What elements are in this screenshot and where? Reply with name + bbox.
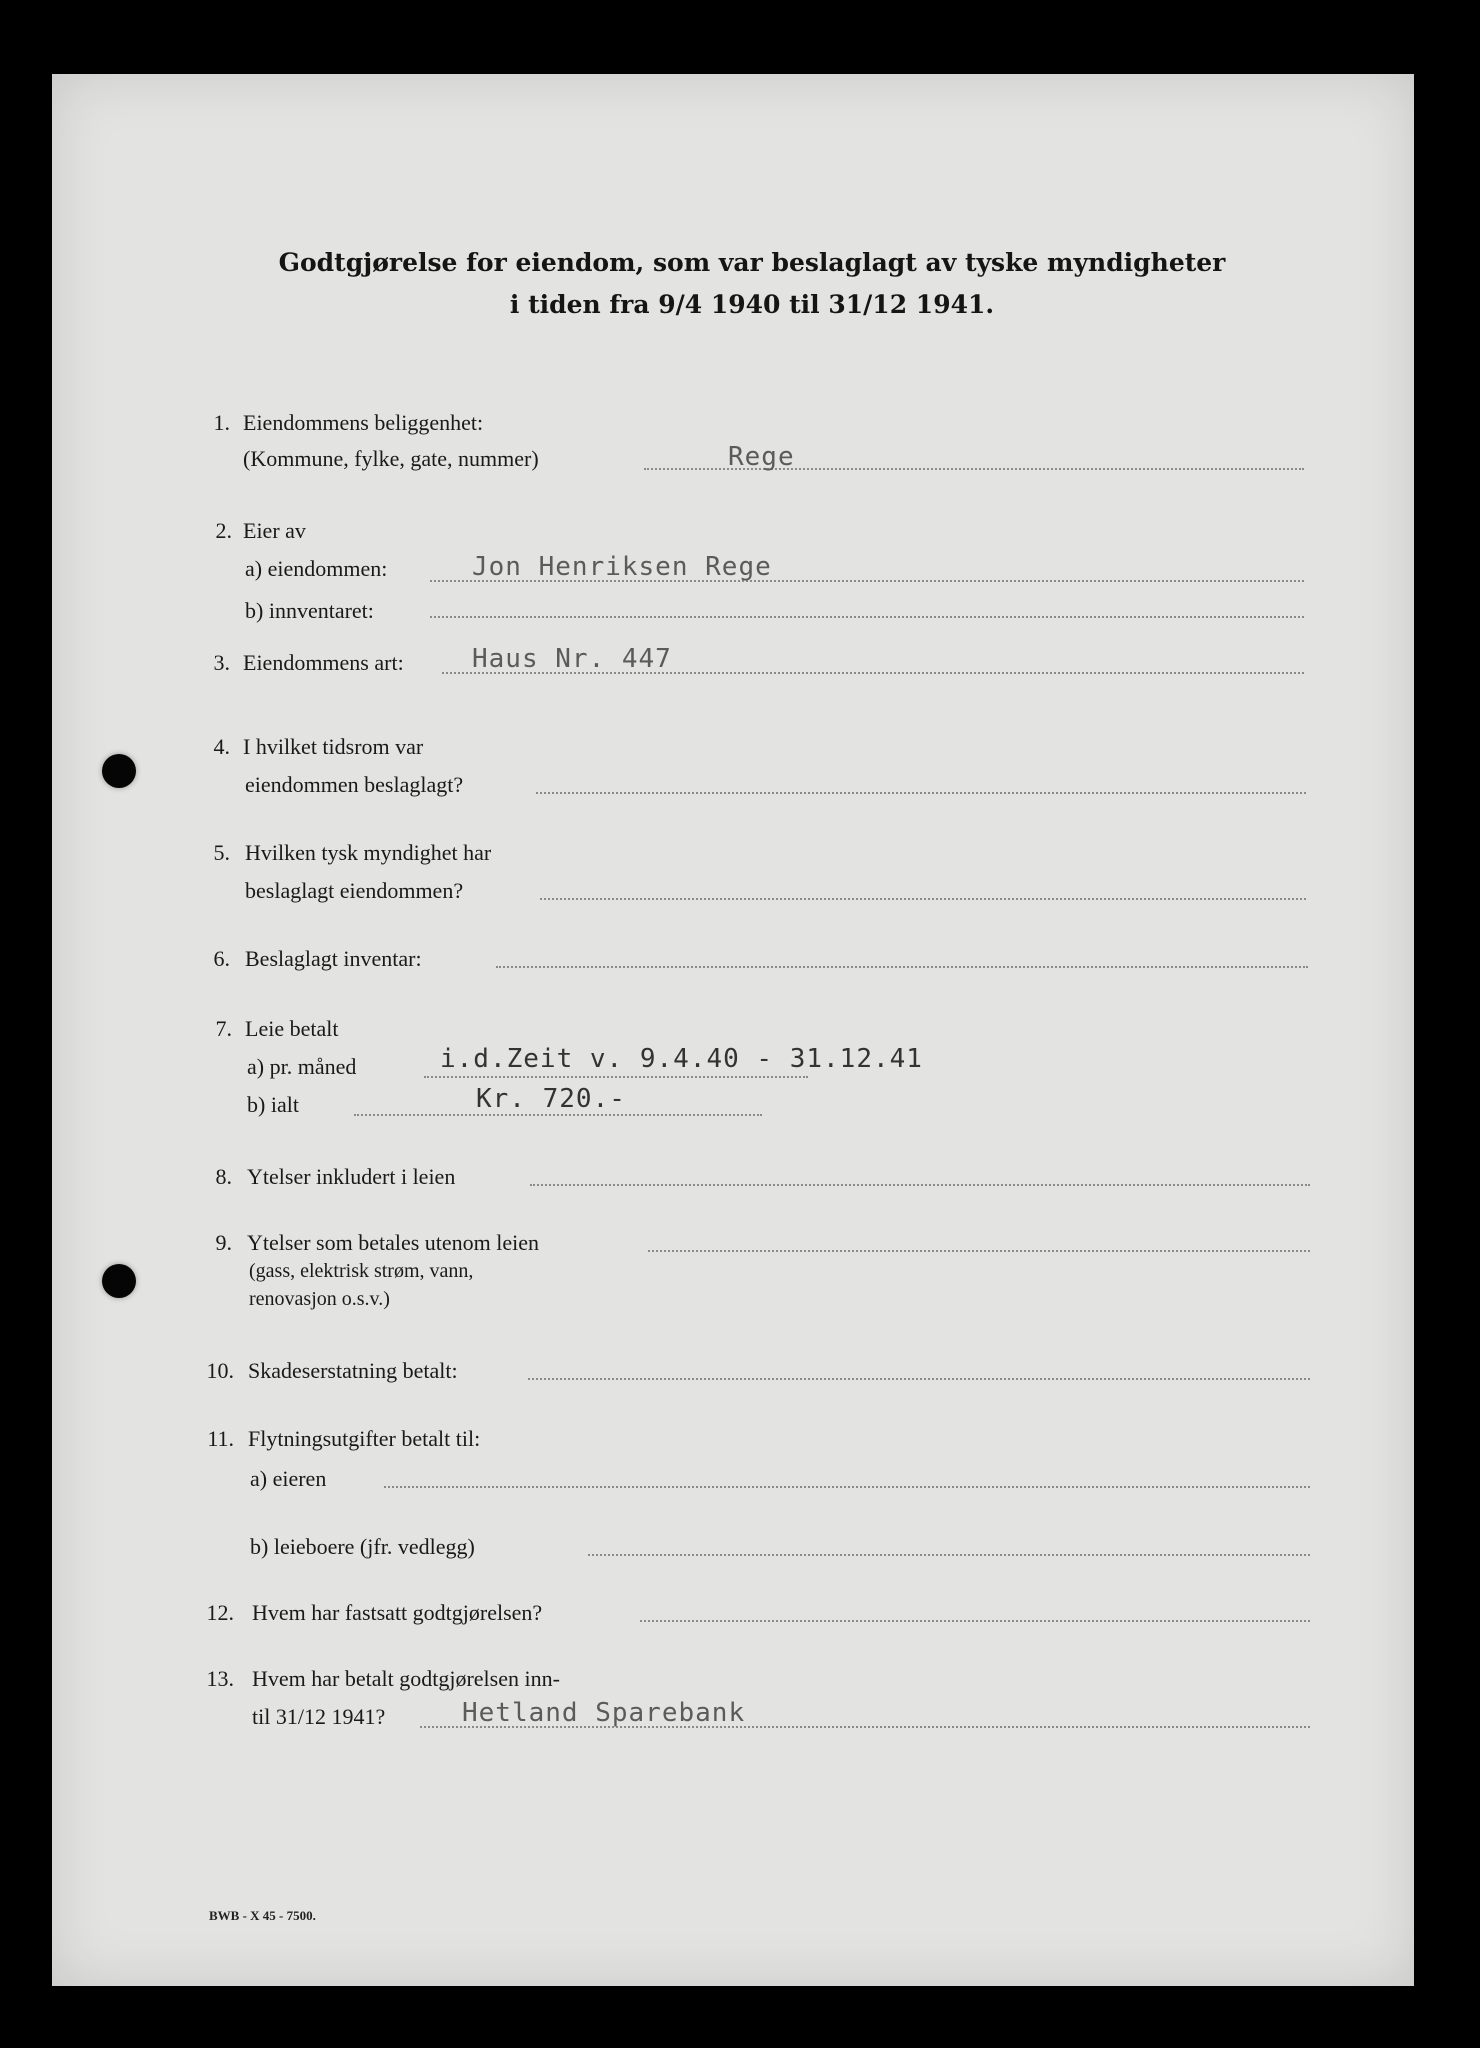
q7b-answer-line [354,1114,762,1116]
q5-answer-line [540,898,1306,900]
q11b-answer-line [588,1554,1310,1556]
q3-answer: Haus Nr. 447 [472,644,672,674]
q13-label: Hvem har betalt godtgjørelsen inn- [252,1666,560,1691]
q7a-answer: i.d.Zeit v. 9.4.40 - 31.12.41 [440,1044,923,1074]
q10-answer-line [528,1378,1310,1380]
form-title-line-1: Godtgjørelse for eiendom, som var beslaglagt av tyske myndigheter [278,248,1226,277]
punch-hole [102,754,136,788]
q11b-label: b) leieboere (jfr. vedlegg) [250,1534,475,1559]
item-number: 3. [213,650,230,675]
q5-sublabel: beslaglagt eiendommen? [245,878,464,903]
q9-sublabel-2: renovasjon o.s.v.) [249,1288,390,1310]
item-number: 6. [213,946,230,971]
q7b-label: b) ialt [247,1092,299,1117]
q6-label: Beslaglagt inventar: [245,946,422,971]
item-number: 9. [215,1230,232,1255]
item-number: 4. [213,734,230,759]
item-number: 12. [206,1600,234,1625]
item-number: 2. [215,518,232,543]
item-number: 10. [206,1358,234,1383]
q3-label: Eiendommens art: [243,650,404,675]
q2b-label: b) innventaret: [245,598,374,623]
q7a-answer-line [424,1076,808,1078]
q8-label: Ytelser inkludert i leien [247,1164,456,1189]
q4-sublabel: eiendommen beslaglagt? [245,772,464,797]
item-number: 8. [215,1164,232,1189]
q7-label: Leie betalt [245,1016,339,1041]
item-number: 13. [206,1666,234,1691]
q10-label: Skadeserstatning betalt: [248,1358,458,1383]
q1-answer: Rege [728,442,795,472]
q2a-label: a) eiendommen: [245,556,388,581]
q1-label: Eiendommens beliggenhet: [243,410,484,435]
q11-label: Flytningsutgifter betalt til: [248,1426,481,1451]
q2a-answer: Jon Henriksen Rege [472,552,772,582]
q4-answer-line [536,792,1306,794]
q4-label: I hvilket tidsrom var [243,734,424,759]
form-title-line-2: i tiden fra 9/4 1940 til 31/12 1941. [509,290,995,319]
q9-label: Ytelser som betales utenom leien [247,1230,540,1255]
item-number: 11. [207,1426,234,1451]
item-number: 1. [213,410,230,435]
q12-label: Hvem har fastsatt godtgjørelsen? [252,1600,543,1625]
q2b-answer-line [430,616,1304,618]
q7a-label: a) pr. måned [247,1054,357,1079]
form-page [52,74,1414,1986]
q9-sublabel-1: (gass, elektrisk strøm, vann, [249,1260,474,1282]
q1-sublabel: (Kommune, fylke, gate, nummer) [243,446,539,471]
q2-label: Eier av [243,518,306,543]
item-number: 7. [215,1016,232,1041]
q11a-label: a) eieren [250,1466,327,1491]
q7b-answer: Kr. 720.- [476,1084,626,1114]
q13-sublabel: til 31/12 1941? [252,1704,386,1729]
item-number: 5. [213,840,230,865]
q9-answer-line [648,1250,1310,1252]
q13-answer: Hetland Sparebank [462,1698,746,1728]
q6-answer-line [496,966,1308,968]
q5-label: Hvilken tysk myndighet har [245,840,492,865]
form-footer-code: BWB - X 45 - 7500. [209,1908,316,1923]
q8-answer-line [530,1184,1310,1186]
q11a-answer-line [384,1486,1310,1488]
punch-hole [102,1264,136,1298]
q12-answer-line [640,1620,1310,1622]
